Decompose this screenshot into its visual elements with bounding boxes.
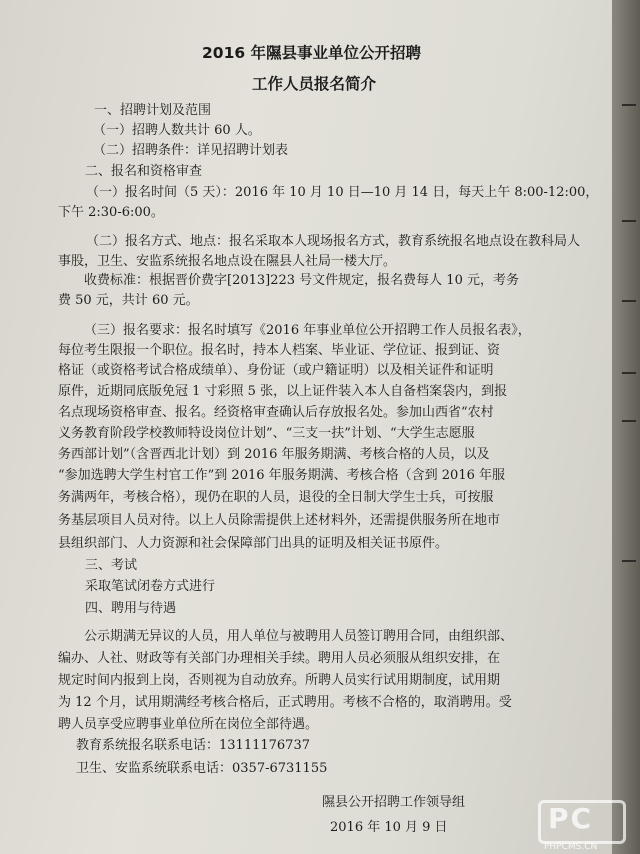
watermark-logo <box>538 800 634 852</box>
text-line: 编办、人社、财政等有关部门办理相关手续。聘用人员必须服从组织安排，在 <box>58 651 501 666</box>
section-heading-4: 四、聘用与待遇 <box>85 601 177 616</box>
section-heading-2: 二、报名和资格审查 <box>85 164 203 179</box>
text-line: （一）招聘人数共计 60 人。 <box>93 123 261 138</box>
text-line: 义务教育阶段学校教师特设岗位计划”、“三支一扶”计划、“大学生志愿服 <box>58 426 475 441</box>
text-line: 公示期满无异议的人员，用人单位与被聘用人员签订聘用合同，由组织部、 <box>84 629 514 644</box>
text-line: 务满两年，考核合格），现仍在职的人员，退役的全日制大学生士兵，可按服 <box>58 490 494 505</box>
text-line: 聘人员享受应聘事业单位所在岗位全部待遇。 <box>58 717 319 732</box>
signature-organization: 隰县公开招聘工作领导组 <box>322 795 466 810</box>
text-line: 下午 2:30-6:00。 <box>58 205 164 220</box>
text-line: 规定时间内报到上岗，否则视为自动放弃。所聘人员实行试用期制度，试用期 <box>58 673 501 688</box>
text-line: 事股，卫生、安监系统报名地点设在隰县人社局一楼大厅。 <box>58 254 397 269</box>
text-line: 原件，近期同底版免冠 1 寸彩照 5 张，以上证件装入本人自备档案袋内，到报 <box>58 384 508 399</box>
doc-title-line2: 工作人员报名简介 <box>252 75 377 93</box>
text-line: “参加选聘大学生村官工作”到 2016 年服务期满、考核合格（含到 2016 年服 <box>58 468 505 483</box>
watermark-site-text: PHPCMS.CN <box>544 842 598 852</box>
contact-education: 教育系统报名联系电话：13111176737 <box>76 738 310 753</box>
text-line: 收费标准：根据晋价费字[2013]223 号文件规定，报名费每人 10 元，考务 <box>84 273 519 288</box>
text-line: （三）报名要求：报名时填写《2016 年事业单位公开招聘工作人员报名表》， <box>84 323 531 338</box>
text-line: 务基层项目人员对待。以上人员除需提供上述材料外，还需提供服务所在地市 <box>58 513 501 528</box>
text-line: 县组织部门、人力资源和社会保障部门出具的证明及相关证书原件。 <box>58 536 449 551</box>
doc-title-line1: 2016 年隰县事业单位公开招聘 <box>202 44 422 62</box>
section-heading-1: 一、招聘计划及范围 <box>94 103 212 118</box>
text-line: （二）招聘条件：详见招聘计划表 <box>93 143 289 158</box>
text-line: 务西部计划”（含晋西北计划）到 2016 年服务期满、考核合格的人员，以及 <box>58 447 490 462</box>
text-line: 为 12 个月，试用期满经考核合格后，正式聘用。考核不合格的，取消聘用。受 <box>58 695 512 710</box>
page-edge-shadow <box>612 0 640 854</box>
text-line: （二）报名方式、地点：报名采取本人现场报名方式，教育系统报名地点设在教科局人 <box>86 234 581 249</box>
text-line: （一）报名时间（5 天）：2016 年 10 月 10 日—10 月 14 日，每天上午 8:00-12:00， <box>86 185 599 200</box>
text-line: 采取笔试闭卷方式进行 <box>85 579 216 594</box>
signature-date: 2016 年 10 月 9 日 <box>330 820 448 835</box>
text-line: 名点现场资格审查、报名。经资格审查确认后存放报名处。参加山西省“农村 <box>58 405 494 420</box>
section-heading-3: 三、考试 <box>85 558 138 573</box>
watermark-logo-text: PC <box>548 802 594 835</box>
text-line: 每位考生限报一个职位。报名时，持本人档案、毕业证、学位证、报到证、资 <box>58 343 501 358</box>
text-line: 费 50 元，共计 60 元。 <box>58 293 199 308</box>
contact-health-safety: 卫生、安监系统联系电话：0357-6731155 <box>76 761 328 776</box>
text-line: 格证（或资格考试合格成绩单）、身份证（或户籍证明）以及相关证件和证明 <box>58 363 494 378</box>
